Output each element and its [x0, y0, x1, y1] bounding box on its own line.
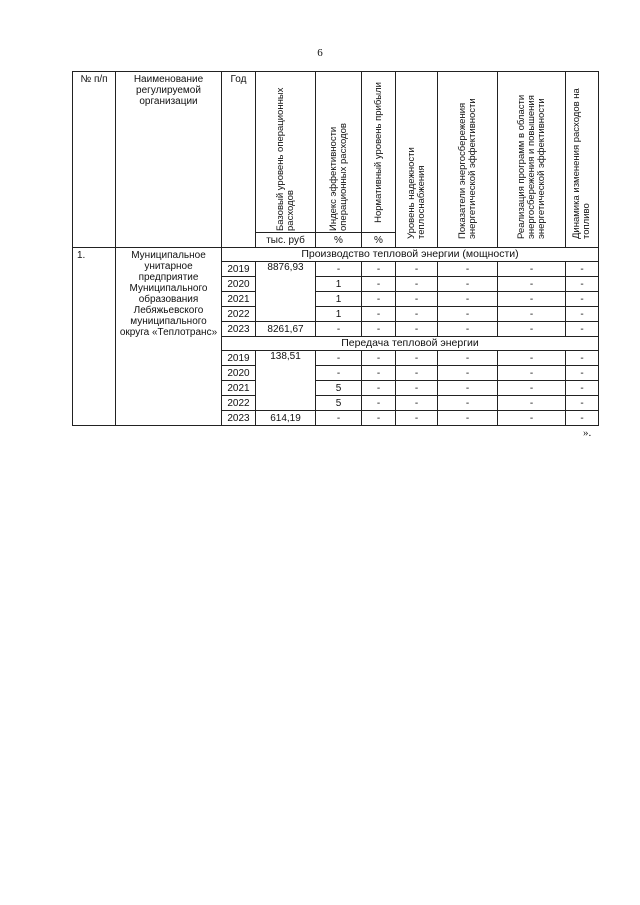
efficiency-cell: 1	[316, 277, 362, 292]
fuel-cell: -	[566, 307, 599, 322]
closing-quote: ».	[583, 427, 592, 439]
energy-saving-cell: -	[438, 351, 498, 366]
profit-cell: -	[362, 262, 396, 277]
year-cell: 2022	[222, 307, 256, 322]
col-energy-saving-label: Показатели энергосбережения энергетической эффективности	[456, 97, 478, 239]
col-reliability-header	[396, 72, 438, 248]
profit-cell: -	[362, 411, 396, 426]
energy-saving-cell: -	[438, 292, 498, 307]
col-energy-saving-header	[438, 72, 498, 248]
fuel-cell: -	[566, 292, 599, 307]
energy-saving-cell: -	[438, 322, 498, 337]
reliability-cell: -	[396, 411, 438, 426]
col-efficiency-header	[316, 72, 362, 233]
year-cell: 2023	[222, 322, 256, 337]
reliability-cell: -	[396, 396, 438, 411]
reliability-cell: -	[396, 292, 438, 307]
page-number: 6	[317, 47, 323, 59]
row-number: 1.	[73, 248, 116, 426]
col-profit-header	[362, 72, 396, 233]
fuel-cell: -	[566, 351, 599, 366]
efficiency-cell: 5	[316, 381, 362, 396]
col-base-cost-header	[256, 72, 316, 233]
profit-cell: -	[362, 351, 396, 366]
profit-cell: -	[362, 322, 396, 337]
year-cell: 2023	[222, 411, 256, 426]
profit-cell: -	[362, 307, 396, 322]
efficiency-cell: 5	[316, 396, 362, 411]
efficiency-cell: -	[316, 411, 362, 426]
year-cell: 2019	[222, 262, 256, 277]
tariff-table	[72, 71, 599, 426]
efficiency-cell: 1	[316, 307, 362, 322]
col-efficiency-label: Индекс эффективности операционных расходов	[327, 123, 349, 231]
col-org-header: Наименование регулируемой организации	[116, 72, 222, 248]
col-reliability-label: Уровень надежности теплоснабжения	[405, 146, 427, 239]
section-title: Передача тепловой энергии	[222, 337, 599, 351]
base-cost-cell: 614,19	[256, 411, 316, 426]
efficiency-cell: -	[316, 322, 362, 337]
unit-base-cost: тыс. руб	[256, 233, 316, 248]
profit-cell: -	[362, 366, 396, 381]
fuel-cell: -	[566, 277, 599, 292]
col-fuel-label: Динамика изменения расходов на топливо	[571, 87, 592, 239]
col-base-cost-label: Базовый уровень операционных расходов	[274, 87, 296, 231]
programs-cell: -	[498, 277, 566, 292]
fuel-cell: -	[566, 262, 599, 277]
reliability-cell: -	[396, 366, 438, 381]
fuel-cell: -	[566, 381, 599, 396]
profit-cell: -	[362, 292, 396, 307]
energy-saving-cell: -	[438, 411, 498, 426]
efficiency-cell: 1	[316, 292, 362, 307]
year-cell: 2019	[222, 351, 256, 366]
programs-cell: -	[498, 307, 566, 322]
reliability-cell: -	[396, 322, 438, 337]
section-title: Производство тепловой энергии (мощности)	[222, 248, 599, 262]
section-title-row	[73, 248, 599, 262]
profit-cell: -	[362, 396, 396, 411]
base-cost-cell: 8876,93	[256, 262, 316, 322]
organization-name: Муниципальное унитарное предприятие Муниципального образования Лебяжьевского муниципального округа «Теплотранс»	[116, 248, 222, 426]
col-num-header: № п/п	[73, 72, 116, 248]
header-row	[73, 72, 599, 233]
year-cell: 2021	[222, 292, 256, 307]
programs-cell: -	[498, 351, 566, 366]
year-cell: 2020	[222, 366, 256, 381]
energy-saving-cell: -	[438, 366, 498, 381]
reliability-cell: -	[396, 277, 438, 292]
efficiency-cell: -	[316, 366, 362, 381]
profit-cell: -	[362, 277, 396, 292]
programs-cell: -	[498, 292, 566, 307]
col-programs-header	[498, 72, 566, 248]
programs-cell: -	[498, 381, 566, 396]
profit-cell: -	[362, 381, 396, 396]
reliability-cell: -	[396, 381, 438, 396]
programs-cell: -	[498, 411, 566, 426]
fuel-cell: -	[566, 322, 599, 337]
reliability-cell: -	[396, 351, 438, 366]
energy-saving-cell: -	[438, 262, 498, 277]
reliability-cell: -	[396, 262, 438, 277]
programs-cell: -	[498, 322, 566, 337]
programs-cell: -	[498, 366, 566, 381]
energy-saving-cell: -	[438, 277, 498, 292]
col-programs-label: Реализация программ в области энергосбережения и повышения энергетической эффективности	[515, 94, 547, 239]
efficiency-cell: -	[316, 262, 362, 277]
reliability-cell: -	[396, 307, 438, 322]
fuel-cell: -	[566, 411, 599, 426]
col-fuel-header	[566, 72, 599, 248]
fuel-cell: -	[566, 396, 599, 411]
unit-profit: %	[362, 233, 396, 248]
fuel-cell: -	[566, 366, 599, 381]
base-cost-cell: 138,51	[256, 351, 316, 411]
year-cell: 2022	[222, 396, 256, 411]
col-profit-label: Нормативный уровень прибыли	[372, 81, 384, 223]
energy-saving-cell: -	[438, 381, 498, 396]
programs-cell: -	[498, 396, 566, 411]
efficiency-cell: -	[316, 351, 362, 366]
base-cost-cell: 8261,67	[256, 322, 316, 337]
energy-saving-cell: -	[438, 396, 498, 411]
programs-cell: -	[498, 262, 566, 277]
year-cell: 2021	[222, 381, 256, 396]
year-cell: 2020	[222, 277, 256, 292]
unit-efficiency: %	[316, 233, 362, 248]
col-year-header: Год	[222, 72, 256, 248]
energy-saving-cell: -	[438, 307, 498, 322]
